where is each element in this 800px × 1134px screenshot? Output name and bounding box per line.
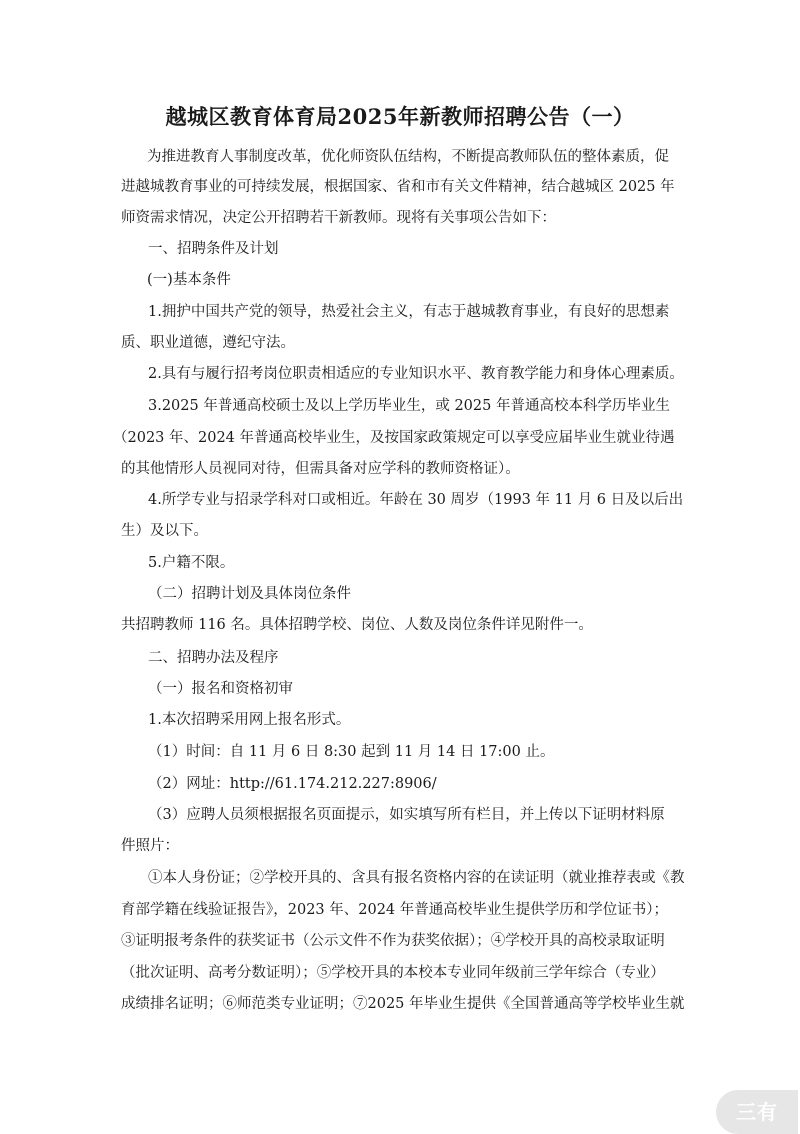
paragraph-line: 进越城教育事业的可持续发展，根据国家、省和市有关文件精神，结合越城区 2025 年 — [121, 179, 675, 195]
paragraph-line: 共招聘教师 116 名。具体招聘学校、岗位、人数及岗位条件详见附件一。 — [121, 617, 593, 633]
paragraph-line: 育部学籍在线验证报告》，2023 年、2024 年普通高校毕业生提供学历和学位证书）； — [121, 902, 669, 918]
paragraph-line: （批次证明、高考分数证明）；⑤学校开具的本校本专业同年级前三学年综合（专业） — [121, 965, 665, 981]
paragraph-line: （1）时间：自 11 月 6 日 8:30 起到 11 月 14 日 17:00 止。 — [148, 744, 555, 760]
watermark-logo: 三有 — [716, 1090, 798, 1134]
paragraph-line: 1.本次招聘采用网上报名形式。 — [148, 712, 351, 728]
paragraph-line: 质、职业道德，遵纪守法。 — [121, 335, 295, 351]
paragraph-line: 4.所学专业与招录学科对口或相近。年龄在 30 周岁（1993 年 11 月 6 日及以后出 — [148, 492, 684, 508]
paragraph-line: 成绩排名证明；⑥师范类专业证明；⑦2025 年毕业生提供《全国普通高等学校毕业生就 — [121, 996, 685, 1012]
paragraph-line: （2023 年、2024 年普通高校毕业生，及按国家政策规定可以享受应届毕业生就业待遇 — [113, 430, 675, 446]
paragraph-line: 生）及以下。 — [121, 523, 208, 539]
paragraph-line: ①本人身份证；②学校开具的、含具有报名资格内容的在读证明（就业推荐表或《教 — [148, 870, 685, 886]
section-heading: 二、招聘办法及程序 — [148, 650, 279, 666]
document-title: 越城区教育体育局2025年新教师招聘公告（一） — [165, 104, 635, 129]
paragraph-line: 的其他情形人员视同对待，但需具备对应学科的教师资格证）。 — [121, 461, 520, 477]
paragraph-line: 1.拥护中国共产党的领导，热爱社会主义，有志于越城教育事业，有良好的思想素 — [148, 304, 670, 320]
paragraph-line: 件照片： — [121, 838, 179, 854]
paragraph-line: 5.户籍不限。 — [148, 555, 235, 571]
paragraph-line: 师资需求情况，决定公开招聘若干新教师。现将有关事项公告如下： — [121, 210, 556, 226]
paragraph-line: （3）应聘人员须根据报名页面提示，如实填写所有栏目，并上传以下证明材料原 — [148, 807, 665, 823]
paragraph-line: 2.具有与履行招考岗位职责相适应的专业知识水平、教育教学能力和身体心理素质。 — [148, 366, 684, 382]
paragraph-line: ③证明报考条件的获奖证书（公示文件不作为获奖依据）；④学校开具的高校录取证明 — [121, 933, 665, 949]
paragraph-line: 为推进教育人事制度改革，优化师资队伍结构，不断提高教师队伍的整体素质，促 — [147, 149, 669, 165]
section-heading: 一、招聘条件及计划 — [148, 241, 279, 257]
subsection-heading: （二）招聘计划及具体岗位条件 — [148, 586, 351, 602]
registration-url: （2）网址：http://61.174.212.227:8906/ — [148, 776, 437, 792]
subsection-heading: （一）报名和资格初审 — [148, 681, 293, 697]
subsection-heading: (一)基本条件 — [147, 272, 231, 288]
paragraph-line: 3.2025 年普通高校硕士及以上学历毕业生，或 2025 年普通高校本科学历毕业生 — [148, 398, 670, 414]
